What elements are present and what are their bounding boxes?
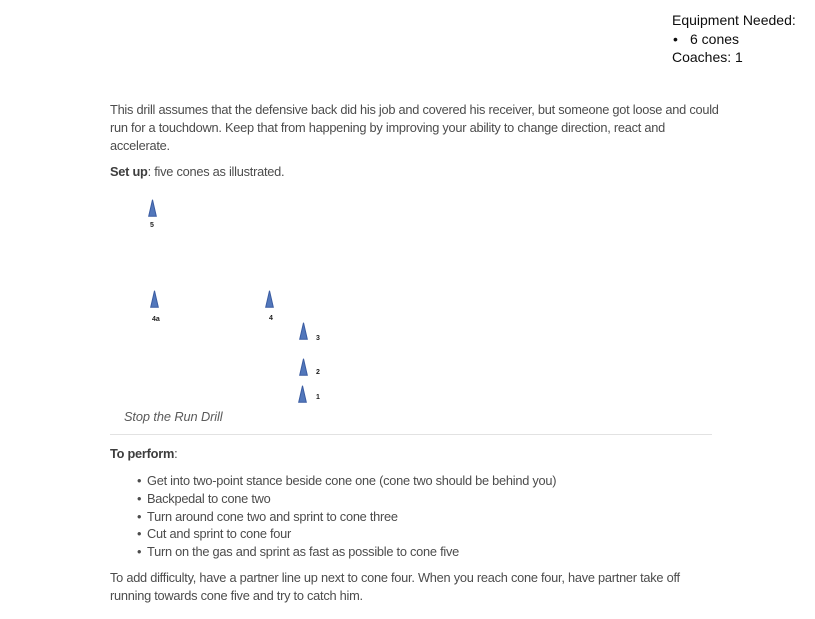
setup-line	[110, 163, 722, 181]
equipment-item-text: 6 cones	[690, 30, 740, 47]
step-text: Backpedal to cone two	[147, 490, 271, 506]
bullet-icon: •	[137, 508, 142, 524]
to-perform-colon: :	[174, 446, 178, 461]
bullet-icon: •	[137, 473, 142, 488]
to-perform-heading	[110, 445, 722, 463]
cone-label-4a: 4a	[152, 316, 160, 323]
step-item	[110, 490, 722, 508]
intro-paragraph: This drill assumes that the defensive back did his job and covered his receiver, but someone got loose and could run for a touchdown. Keep that from happening by improving your ability to change direction, react and accelerate.	[110, 102, 719, 154]
bullet-icon: •	[137, 490, 142, 506]
equipment-title: Equipment Needed:	[672, 12, 796, 28]
cone-label-1: 1	[316, 394, 320, 401]
step-item	[110, 508, 722, 526]
cone-label-2: 2	[316, 369, 320, 376]
cone-label-5: 5	[150, 222, 154, 229]
cone-label-4: 4	[269, 315, 273, 322]
diagram-caption: Stop the Run Drill	[124, 409, 223, 424]
step-item	[110, 543, 722, 561]
setup-text: : five cones as illustrated.	[147, 164, 285, 179]
bullet-icon: •	[137, 544, 142, 559]
closing-paragraph: To add difficulty, have a partner line up next to cone four. When you reach cone four, have partner take off running towards cone five and try to catch him.	[110, 570, 680, 604]
to-perform-label: To perform	[110, 446, 175, 461]
divider-line	[110, 434, 712, 435]
bullet-icon: •	[673, 30, 678, 47]
step-item	[110, 525, 722, 543]
cone-drill-diagram	[110, 195, 712, 407]
cone-marker-4a	[150, 290, 159, 308]
coaches-line: Coaches: 1	[672, 49, 743, 65]
equipment-item	[672, 30, 796, 49]
step-item	[110, 472, 722, 490]
cone-marker-4	[265, 290, 274, 308]
step-text: Get into two-point stance beside cone one (cone two should be behind you)	[147, 473, 557, 488]
steps-list	[110, 472, 722, 561]
cone-marker-2	[299, 358, 308, 376]
bullet-icon: •	[137, 526, 142, 542]
cone-marker-3	[299, 322, 308, 340]
step-text: Turn around cone two and sprint to cone three	[147, 508, 398, 524]
step-text: Turn on the gas and sprint as fast as possible to cone five	[147, 544, 459, 559]
equipment-panel	[672, 11, 796, 67]
cone-marker-1	[298, 385, 307, 403]
step-text: Cut and sprint to cone four	[147, 526, 292, 542]
cone-marker-5	[148, 199, 157, 217]
setup-label: Set up	[110, 164, 148, 179]
cone-label-3: 3	[316, 335, 320, 342]
